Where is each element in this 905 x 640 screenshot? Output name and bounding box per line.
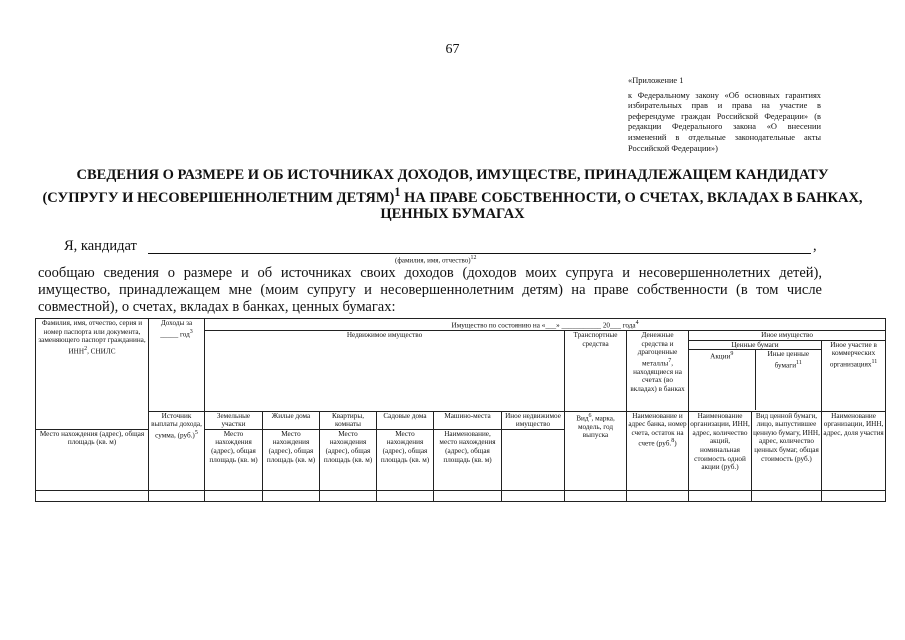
form-title xyxy=(32,167,873,222)
income-year-text: _____ год xyxy=(160,329,190,338)
securities-header: Ценные бумаги xyxy=(689,341,821,351)
income-source-sup: 5 xyxy=(194,429,198,436)
blank-cell[interactable] xyxy=(822,490,886,501)
title-line-2 xyxy=(32,184,873,223)
gardens-location: Место нахождения (адрес), общая площадь (кв. м) xyxy=(320,429,377,490)
money-tail: , находящиеся на счетах (во вкладах) в банках xyxy=(630,359,685,393)
property-header: Имущество по состоянию на «___» ___________ 20___ года xyxy=(451,321,636,330)
transport-header: Транспортные средства xyxy=(565,330,627,411)
other-property-header: Иное имущество xyxy=(689,330,886,340)
income-source-cell xyxy=(149,411,205,490)
name-hint-text: (фамилия, имя, отчество) xyxy=(395,256,471,265)
land-location: Место нахождения (адрес), общая площадь (кв. м) xyxy=(36,429,149,490)
parking-header: Машино-места xyxy=(434,411,502,429)
shares-header-cell xyxy=(689,350,756,410)
blank-cell[interactable] xyxy=(752,490,822,501)
other-securities-sup: 11 xyxy=(796,359,802,366)
other-securities-header: Иные ценные бумаги xyxy=(767,350,810,370)
securities-cell xyxy=(689,340,822,411)
blank-cell[interactable] xyxy=(689,490,752,501)
other-participation-sup: 11 xyxy=(871,358,878,365)
bank-sup: 8 xyxy=(671,438,675,445)
blank-cell[interactable] xyxy=(36,490,149,501)
bank-desc-cell xyxy=(627,411,689,490)
income-source-header: Источник выплаты дохода, сумма, (руб.) xyxy=(151,411,202,440)
realty-header: Недвижимое имущество xyxy=(205,330,565,411)
shares-sup: 9 xyxy=(730,351,734,358)
candidate-name-line[interactable] xyxy=(148,253,811,254)
money-header: Денежные средства и драгоценные металлы xyxy=(637,330,678,368)
other-participation-cell xyxy=(822,340,886,411)
title-line-2-text: (СУПРУГУ И НЕСОВЕРШЕННОЛЕТНИМ ДЕТЯМ) xyxy=(42,189,395,206)
blank-cell[interactable] xyxy=(320,490,377,501)
shares-header: Акции xyxy=(710,352,731,361)
income-sup: 3 xyxy=(189,328,193,335)
flats-location: Место нахождения (адрес), общая площадь (кв. м) xyxy=(263,429,320,490)
participation-desc: Наименование организации, ИНН, адрес, доля участия xyxy=(822,411,886,490)
gardens-header: Садовые дома xyxy=(377,411,434,429)
money-sup: 7 xyxy=(668,357,672,364)
annex-body: к Федеральному закону «Об основных гарантиях избирательных прав и права на участие в референдуме граждан Российской Федерации» (в редакции Федерального закона «О внесении изменений в отдельные законодательные акты Российской Федерации») xyxy=(628,90,821,153)
blank-cell[interactable] xyxy=(377,490,434,501)
income-property-table xyxy=(35,318,886,502)
page-number: 67 xyxy=(445,42,460,57)
land-header: Земельные участки xyxy=(205,411,263,429)
other-realty-header: Иное недвижимое имущество xyxy=(502,411,565,429)
shares-desc: Наименование организации, ИНН, адрес, количество акций, номинальная стоимость одной акции (руб.) xyxy=(689,411,752,490)
title-footnote: 1 xyxy=(394,184,401,199)
name-hint-sup: 12 xyxy=(470,255,477,261)
candidate-name-hint xyxy=(395,255,476,264)
annex-reference xyxy=(628,76,821,154)
vehicle-tail: , марка, модель, год выпуска xyxy=(577,413,615,440)
candidate-comma: , xyxy=(813,238,817,254)
houses-header: Жилые дома xyxy=(263,411,320,429)
blank-cell[interactable] xyxy=(149,490,205,501)
title-line-3-text: НА ПРАВЕ СОБСТВЕННОСТИ, О СЧЕТАХ, ВКЛАДАХ В БАНКАХ, ЦЕННЫХ БУМАГАХ xyxy=(380,189,863,222)
bank-desc: Наименование и адрес банка, номер счета, остаток на счете (руб. xyxy=(628,411,687,448)
bank-tail: ) xyxy=(674,439,677,448)
annex-title: «Приложение 1 xyxy=(628,76,684,85)
other-realty-location: Наименование, место нахождения (адрес), общая площадь (кв. м) xyxy=(434,429,502,490)
income-header-cell xyxy=(149,319,205,412)
other-securities-cell xyxy=(756,350,822,410)
statement-text: сообщаю сведения о размере и об источниках своих доходов (доходов моих супруга и несовершеннолетних детей), имущество, принадлежащем мне (моим супругу и несовершеннолетним детям) на праве собственности (в том числе совместной), о счетах, вкладах в банках, ценных бумагах: xyxy=(38,265,822,315)
fio-tail: , СНИЛС xyxy=(87,347,116,356)
title-line-1: СВЕДЕНИЯ О РАЗМЕРЕ И ОБ ИСТОЧНИКАХ ДОХОДОВ, ИМУЩЕСТВЕ, ПРИНАДЛЕЖАЩЕМ КАНДИДАТУ xyxy=(76,167,829,183)
candidate-label: Я, кандидат xyxy=(64,238,137,254)
parking-location: Место нахождения (адрес), общая площадь (кв. м) xyxy=(377,429,434,490)
flats-header: Квартиры, комнаты xyxy=(320,411,377,429)
fio-header: Фамилия, имя, отчество, серия и номер паспорта или документа, заменяющего паспорт гражданина, ИНН xyxy=(38,319,146,356)
blank-cell[interactable] xyxy=(434,490,502,501)
blank-cell[interactable] xyxy=(502,490,565,501)
fio-sup: 2 xyxy=(84,345,88,352)
income-year xyxy=(150,328,203,339)
fio-header-cell xyxy=(36,319,149,430)
property-sup: 4 xyxy=(635,320,639,326)
property-header-cell xyxy=(205,319,886,331)
vehicle-sup: 6 xyxy=(588,412,592,419)
money-header-cell xyxy=(627,330,689,411)
blank-cell[interactable] xyxy=(627,490,689,501)
other-participation-header: Иное участие в коммерческих организациях xyxy=(829,340,877,369)
income-header: Доходы за xyxy=(160,319,193,327)
blank-cell[interactable] xyxy=(205,490,263,501)
securities-desc: Вид ценной бумаги, лицо, выпустившее ценную бумагу, ИНН, адрес, количество ценных бумаг, общая стоимость (руб.) xyxy=(752,411,822,490)
houses-location: Место нахождения (адрес), общая площадь (кв. м) xyxy=(205,429,263,490)
blank-cell[interactable] xyxy=(565,490,627,501)
blank-cell[interactable] xyxy=(263,490,320,501)
vehicle-kind: Вид xyxy=(576,413,589,422)
vehicle-desc-cell xyxy=(565,411,627,490)
